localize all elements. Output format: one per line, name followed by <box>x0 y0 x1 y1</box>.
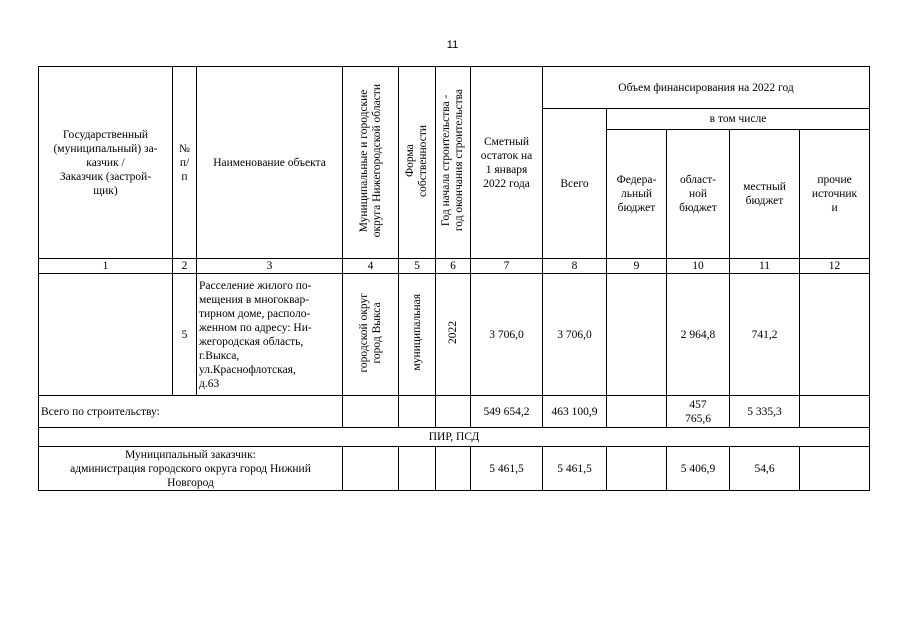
header-estimate: Сметный остаток на 1 января 2022 года <box>471 67 543 259</box>
empty-cell <box>436 396 471 428</box>
empty-cell <box>607 447 667 491</box>
cell-object-name: Расселение жилого по- мещения в многоквар- тирном доме, располо- женном по адресу: Ни- жегородская область, г.Выкса, ул.Краснофлотская, д.63 <box>197 274 343 396</box>
cell-number: 5 <box>173 274 197 396</box>
col-number: 2 <box>173 259 197 274</box>
cell-local: 741,2 <box>730 274 800 396</box>
year-text: 2022 <box>446 321 459 344</box>
customer-regional: 5 406,9 <box>667 447 730 491</box>
cell-ownership <box>399 274 436 396</box>
col-number: 12 <box>800 259 870 274</box>
header-municipal: Муниципальные и городские округа Нижегородской области <box>357 83 383 238</box>
col-number: 11 <box>730 259 800 274</box>
cell-municipality <box>343 274 399 396</box>
column-numbers-row <box>39 259 870 274</box>
empty-cell <box>399 396 436 428</box>
header-federal: Федера- льный бюджет <box>607 130 667 259</box>
section-row <box>39 428 870 447</box>
header-local: местный бюджет <box>730 130 800 259</box>
empty-cell <box>343 396 399 428</box>
header-other: прочие источник и <box>800 130 870 259</box>
col-number: 6 <box>436 259 471 274</box>
total-estimate: 549 654,2 <box>471 396 543 428</box>
col-number: 10 <box>667 259 730 274</box>
col-number: 9 <box>607 259 667 274</box>
customer-local: 54,6 <box>730 447 800 491</box>
total-sum: 463 100,9 <box>543 396 607 428</box>
cell-estimate: 3 706,0 <box>471 274 543 396</box>
customer-total: 5 461,5 <box>543 447 607 491</box>
header-total: Всего <box>543 109 607 259</box>
page-number: 11 <box>446 39 459 51</box>
empty-cell <box>343 447 399 491</box>
municipality-text: городской округ город Выкса <box>357 292 383 373</box>
cell-other <box>800 274 870 396</box>
col-number: 4 <box>343 259 399 274</box>
header-regional: област- ной бюджет <box>667 130 730 259</box>
header-object-name: Наименование объекта <box>197 67 343 259</box>
header-years-cell <box>436 67 471 259</box>
cell-total: 3 706,0 <box>543 274 607 396</box>
customer-label: Муниципальный заказчик: администрация городского округа город Нижний Новгород <box>39 447 343 491</box>
header-ownership: Форма собственности <box>404 124 429 197</box>
empty-cell <box>800 447 870 491</box>
header-ownership-cell <box>399 67 436 259</box>
header-customer: Государственный (муниципальный) за- казчик / Заказчик (застрой- щик) <box>39 67 173 259</box>
total-local: 5 335,3 <box>730 396 800 428</box>
col-number: 5 <box>399 259 436 274</box>
customer-estimate: 5 461,5 <box>471 447 543 491</box>
col-number: 8 <box>543 259 607 274</box>
table-row <box>39 274 870 396</box>
col-number: 3 <box>197 259 343 274</box>
empty-cell <box>399 447 436 491</box>
header-number: № п/ п <box>173 67 197 259</box>
header-municipal-cell <box>343 67 399 259</box>
total-regional: 457 765,6 <box>667 396 730 428</box>
section-title: ПИР, ПСД <box>39 428 870 447</box>
cell-regional: 2 964,8 <box>667 274 730 396</box>
customer-row <box>39 447 870 491</box>
cell-federal <box>607 274 667 396</box>
total-row <box>39 396 870 428</box>
col-number: 7 <box>471 259 543 274</box>
empty-cell <box>436 447 471 491</box>
header-years: Год начала строительства - год окончания строительства <box>440 89 465 232</box>
cell-year <box>436 274 471 396</box>
empty-cell <box>800 396 870 428</box>
col-number: 1 <box>39 259 173 274</box>
header-financing: Объем финансирования на 2022 год <box>543 67 870 109</box>
financing-table <box>38 66 870 491</box>
cell-customer-empty <box>39 274 173 396</box>
empty-cell <box>607 396 667 428</box>
header-including: в том числе <box>607 109 870 130</box>
total-label: Всего по строительству: <box>39 396 343 428</box>
ownership-text: муниципальная <box>410 294 423 371</box>
